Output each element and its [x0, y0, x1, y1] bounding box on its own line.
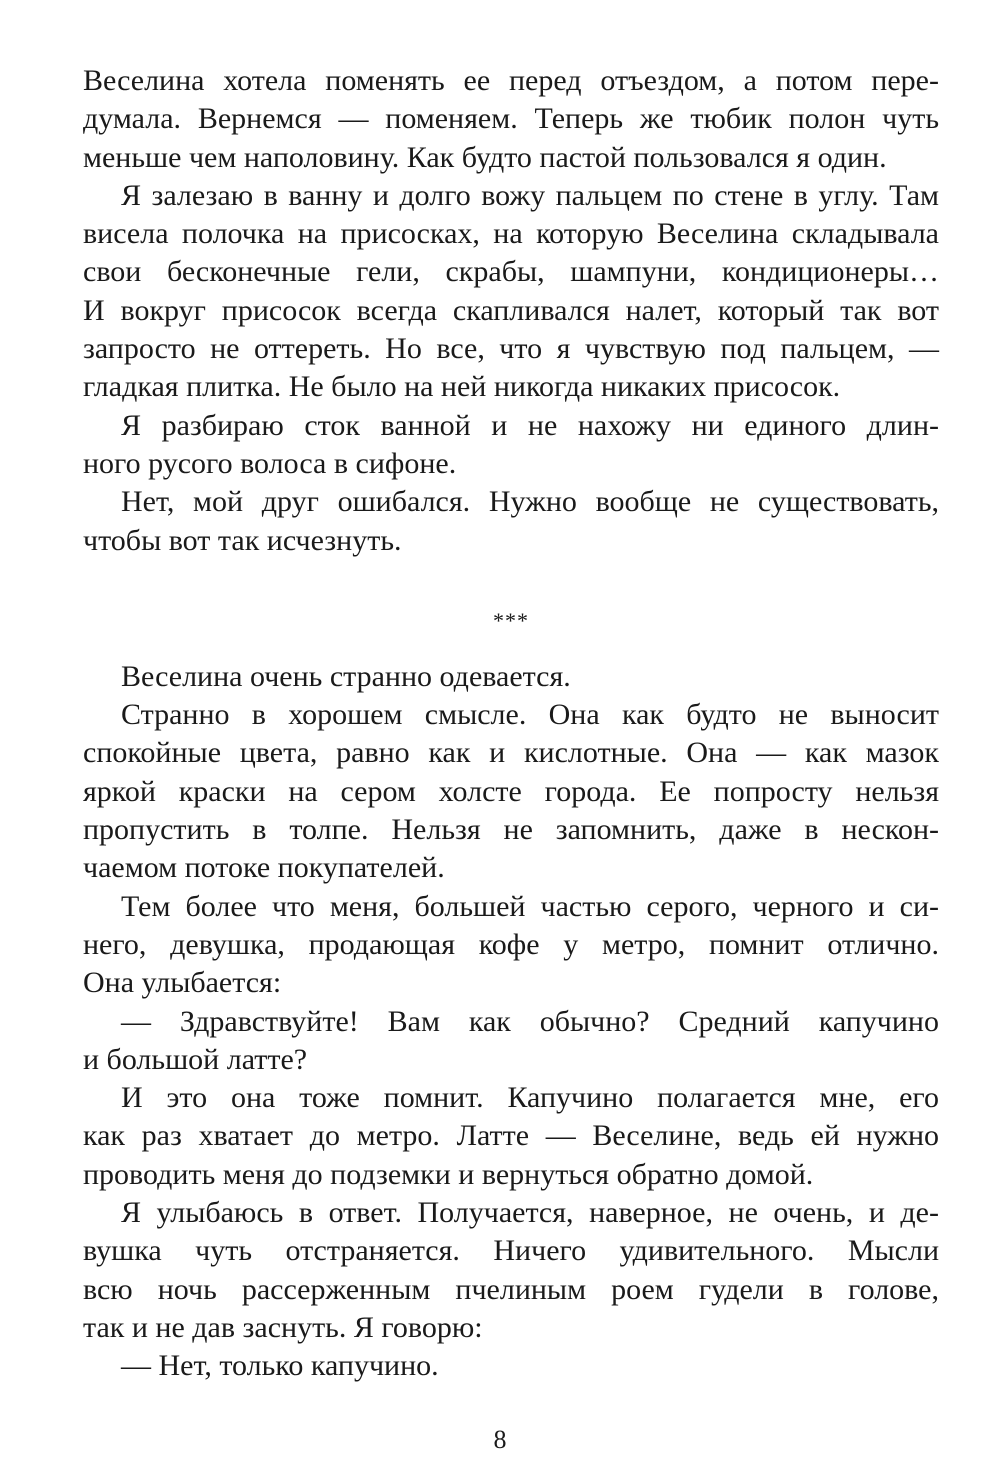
text-line: меньше чем наполовину. Как будто пастой пользовался я один.: [83, 140, 887, 174]
paragraph: [83, 658, 939, 696]
paragraph: [83, 407, 939, 484]
text-line: — Здравствуйте! Вам как обычно? Средний капучино: [121, 1004, 939, 1038]
book-page: [83, 62, 939, 1386]
dialogue-paragraph: [83, 1347, 939, 1385]
text-line: и большой латте?: [83, 1042, 308, 1076]
text-line: вушка чуть отстраняется. Ничего удивительного. Мысли: [83, 1234, 939, 1268]
paragraph: [83, 1079, 939, 1194]
text-line: спокойные цвета, равно как и кислотные. Она — как мазок: [83, 736, 939, 770]
paragraph: [83, 888, 939, 1003]
text-line: Я залезаю в ванну и долго вожу пальцем по стене в углу. Там: [121, 178, 939, 212]
section-separator: ***: [493, 607, 529, 633]
text-line: И это она тоже помнит. Капучино полагается мне, его: [121, 1081, 939, 1115]
text-line: Веселина хотела поменять ее перед отъездом, а потом пере-: [83, 64, 939, 97]
page-number: 8: [493, 1425, 507, 1454]
text-line: Странно в хорошем смысле. Она как будто не выносит: [121, 698, 939, 732]
paragraph: [83, 62, 939, 177]
text-line: чтобы вот так исчезнуть.: [83, 523, 402, 557]
text-line: Нет, мой друг ошибался. Нужно вообще не существовать,: [121, 485, 939, 519]
text-line: как раз хватает до метро. Латте — Веселине, ведь ей нужно: [83, 1119, 939, 1153]
paragraph: [83, 483, 939, 560]
text-line: — Нет, только капучино.: [121, 1349, 439, 1383]
text-line: пропустить в толпе. Нельзя не запомнить, даже в нескон-: [83, 813, 939, 847]
text-line: яркой краски на сером холсте города. Ее попросту нельзя: [83, 774, 939, 808]
text-line: Веселина очень странно одевается.: [121, 659, 571, 693]
paragraph: [83, 696, 939, 887]
text-line: Тем более что меня, большей частью серого, черного и си-: [121, 889, 939, 923]
text-line: Я разбираю сток ванной и не нахожу ни единого длин-: [121, 408, 939, 442]
dialogue-paragraph: [83, 1003, 939, 1080]
text-line: так и не дав заснуть. Я говорю:: [83, 1310, 483, 1344]
text-line: думала. Вернемся — поменяем. Теперь же тюбик полон чуть: [83, 102, 939, 136]
paragraph: [83, 177, 939, 407]
text-line: И вокруг присосок всегда скапливался налет, который так вот: [83, 293, 939, 327]
text-line: ного русого волоса в сифоне.: [83, 446, 457, 480]
text-line: гладкая плитка. Не было на ней никогда никаких присосок.: [83, 370, 841, 404]
text-line: проводить меня до подземки и вернуться обратно домой.: [83, 1157, 814, 1191]
text-line: свои бесконечные гели, скрабы, шампуни, кондиционеры…: [83, 255, 939, 289]
paragraph: [83, 1194, 939, 1347]
text-line: всю ночь рассерженным пчелиным роем гудели в голове,: [83, 1272, 939, 1306]
text-line: чаемом потоке покупателей.: [83, 851, 445, 885]
text-line: запросто не оттереть. Но все, что я чувствую под пальцем, —: [83, 332, 939, 366]
text-line: него, девушка, продающая кофе у метро, помнит отлично.: [83, 927, 939, 961]
text-line: Она улыбается:: [83, 966, 282, 1000]
text-line: Я улыбаюсь в ответ. Получается, наверное, не очень, и де-: [121, 1196, 939, 1230]
text-line: висела полочка на присосках, на которую Веселина складывала: [83, 217, 939, 251]
